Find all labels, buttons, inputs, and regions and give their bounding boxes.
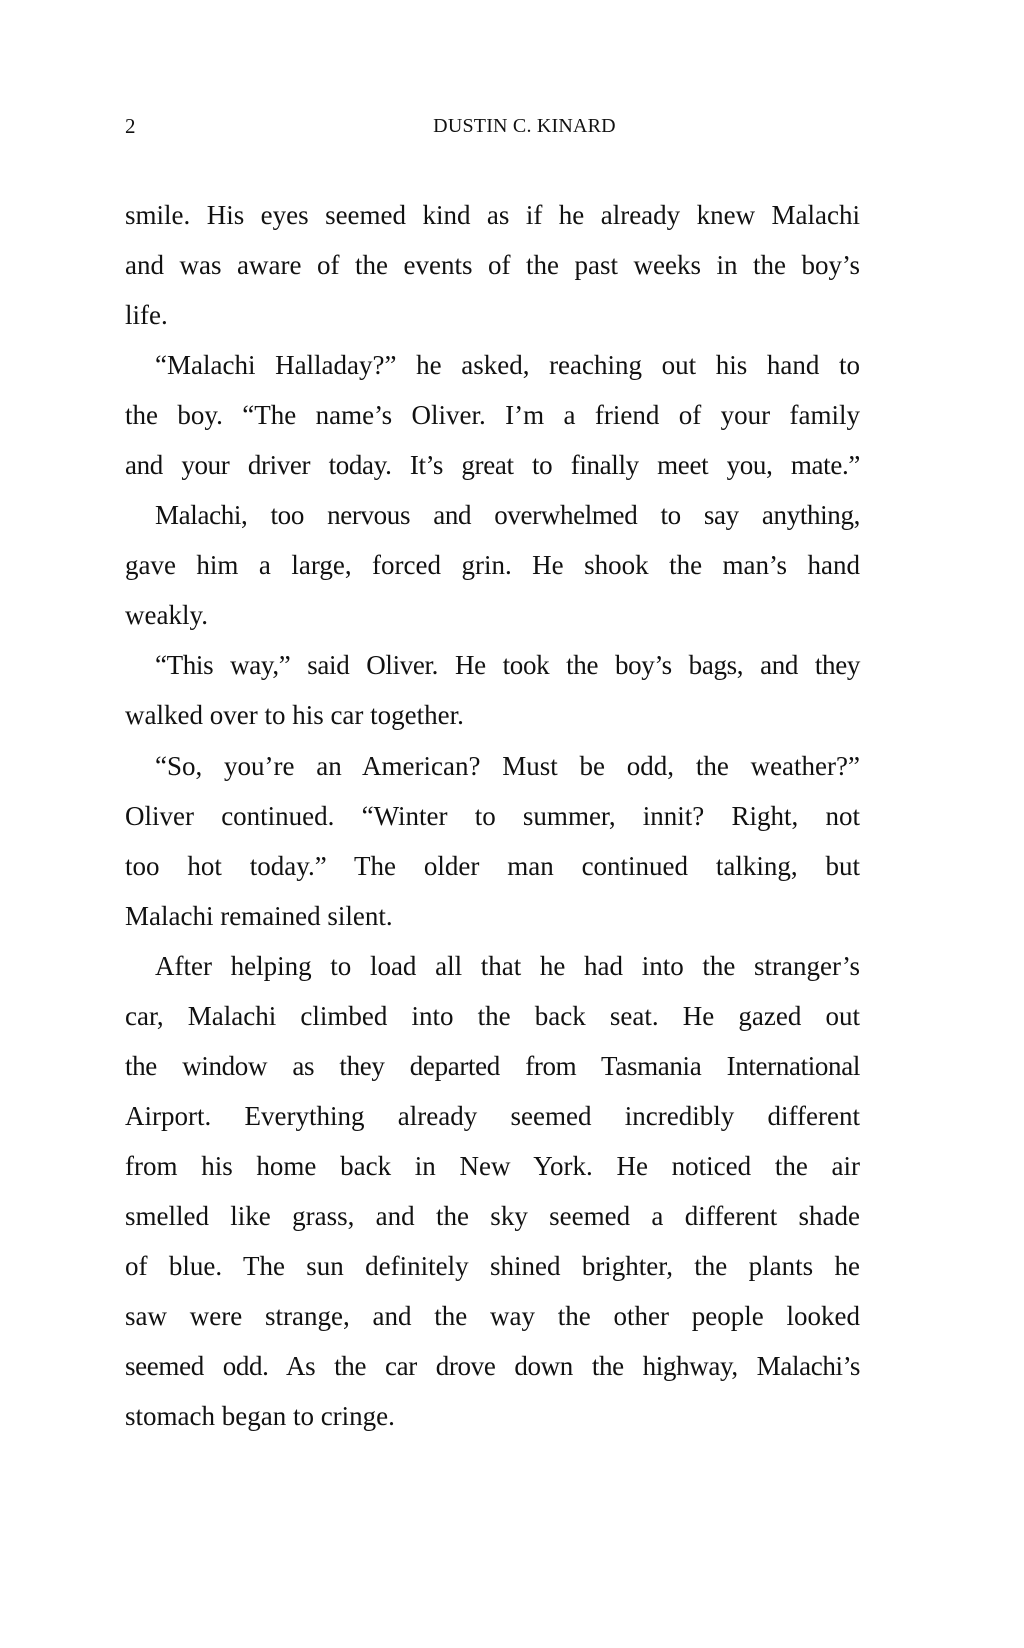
- paragraph: [125, 941, 860, 1441]
- text-line: of blue. The sun definitely shined brighter, the plants he: [125, 1250, 860, 1281]
- text-line: too hot today.” The older man continued talking, but: [125, 850, 860, 881]
- text-line: saw were strange, and the way the other people looked: [125, 1301, 860, 1332]
- running-header: [125, 112, 860, 140]
- paragraph: [125, 190, 860, 340]
- paragraph: [125, 640, 860, 740]
- text-line: Malachi remained silent.: [125, 900, 393, 931]
- page-number: 2: [125, 114, 136, 138]
- text-line: smile. His eyes seemed kind as if he already knew Malachi: [125, 200, 860, 230]
- text-line: the window as they departed from Tasmania International: [125, 1050, 860, 1081]
- text-line: Airport. Everything already seemed incredibly different: [125, 1100, 860, 1131]
- text-line: stomach began to cringe.: [125, 1401, 395, 1432]
- text-line: weakly.: [125, 600, 208, 631]
- text-line: car, Malachi climbed into the back seat. He gazed out: [125, 1000, 860, 1031]
- text-line: After helping to load all that he had into the stranger’s: [155, 950, 860, 981]
- text-line: from his home back in New York. He noticed the air: [125, 1150, 860, 1181]
- text-line: Malachi, too nervous and overwhelmed to say anything,: [155, 500, 860, 531]
- paragraph: [125, 340, 860, 490]
- text-line: “So, you’re an American? Must be odd, the weather?”: [155, 750, 860, 781]
- text-line: “Malachi Halladay?” he asked, reaching out his hand to: [155, 350, 860, 381]
- text-line: and your driver today. It’s great to finally meet you, mate.”: [125, 450, 860, 481]
- text-line: and was aware of the events of the past weeks in the boy’s: [125, 250, 860, 281]
- text-line: life.: [125, 300, 168, 331]
- text-line: “This way,” said Oliver. He took the boy’s bags, and they: [155, 650, 860, 681]
- text-line: gave him a large, forced grin. He shook the man’s hand: [125, 550, 860, 581]
- text-line: smelled like grass, and the sky seemed a different shade: [125, 1200, 860, 1231]
- paragraph: [125, 741, 860, 941]
- text-line: the boy. “The name’s Oliver. I’m a friend of your family: [125, 400, 860, 431]
- text-line: Oliver continued. “Winter to summer, innit? Right, not: [125, 800, 860, 831]
- paragraph: [125, 490, 860, 640]
- text-line: seemed odd. As the car drove down the highway, Malachi’s: [125, 1351, 860, 1382]
- body-text: [125, 190, 860, 1441]
- text-line: walked over to his car together.: [125, 700, 464, 731]
- author-name: DUSTIN C. KINARD: [433, 115, 616, 137]
